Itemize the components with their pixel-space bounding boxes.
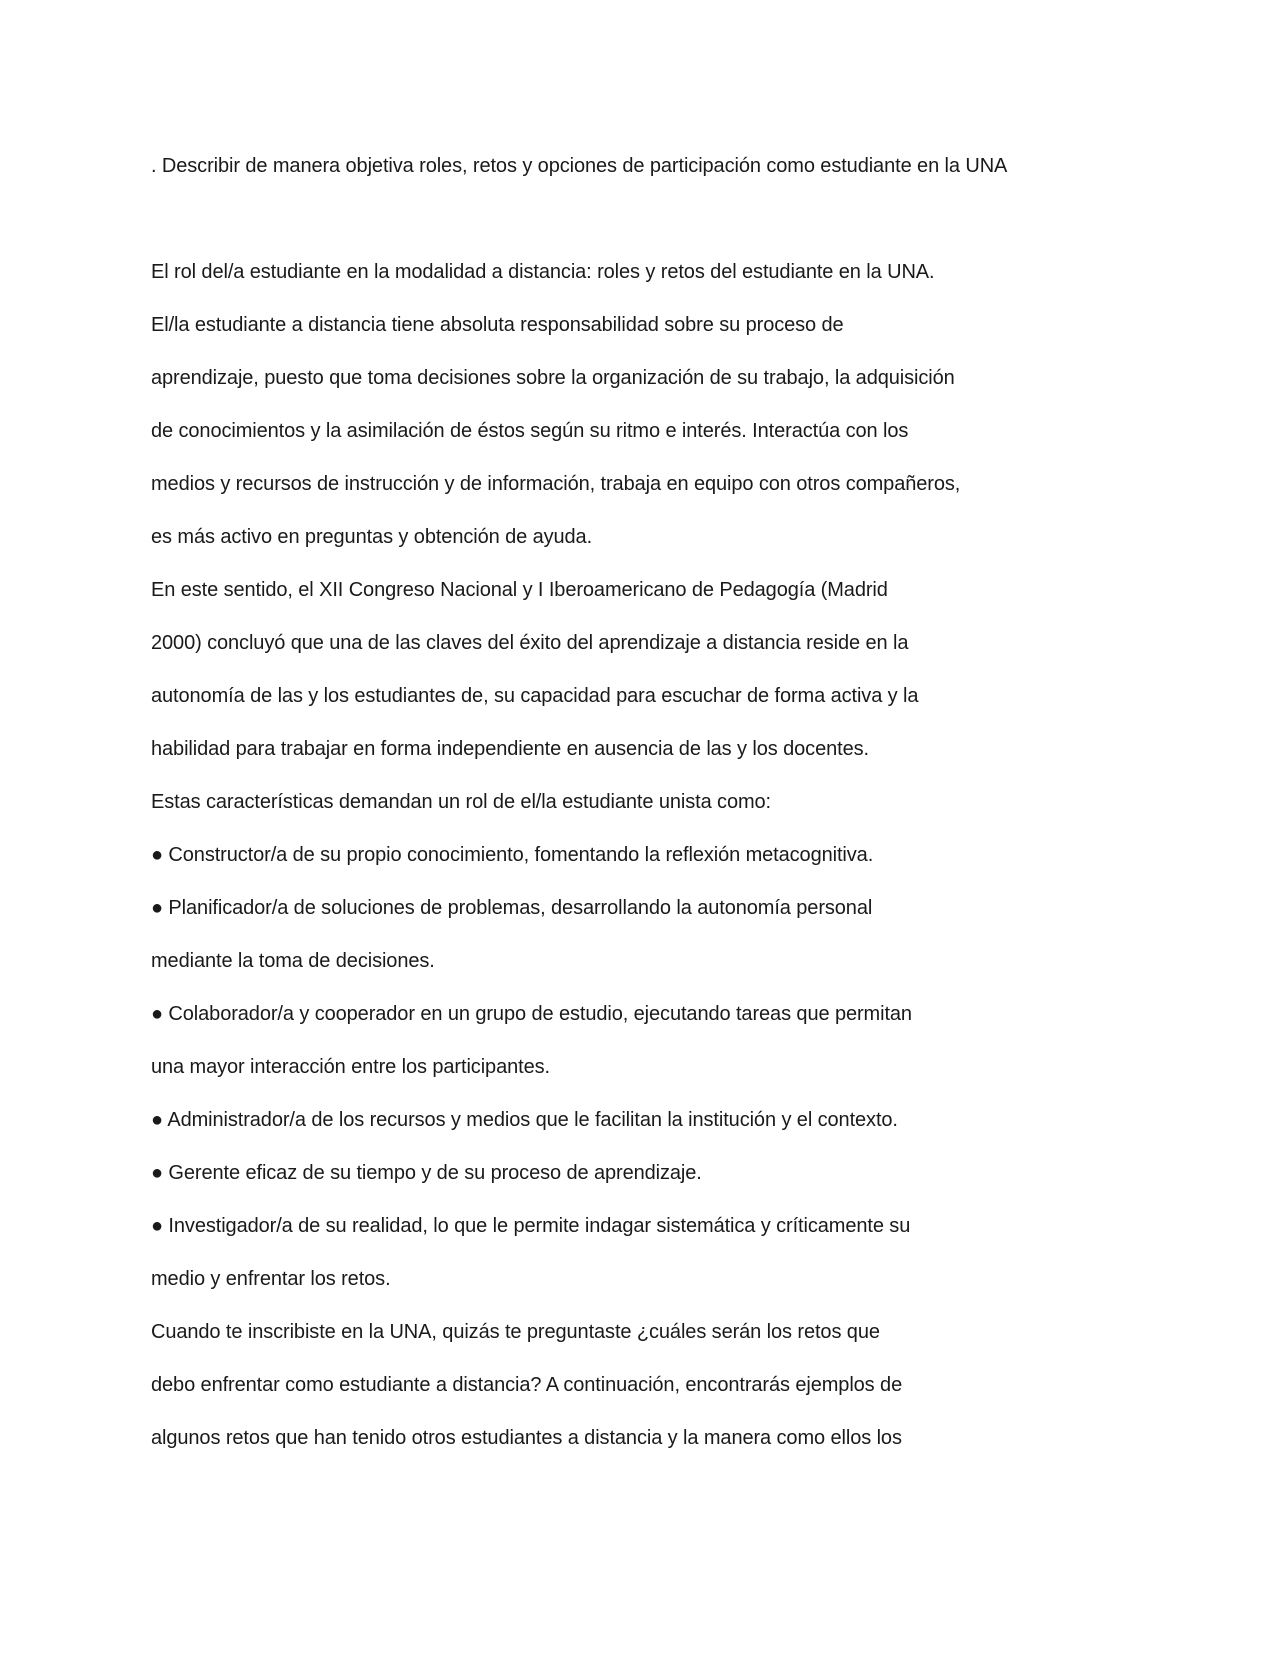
text-line: El/la estudiante a distancia tiene absoluta responsabilidad sobre su proceso de	[151, 314, 844, 336]
bullet-item: ● Gerente eficaz de su tiempo y de su proceso de aprendizaje.	[151, 1162, 702, 1184]
document-heading: . Describir de manera objetiva roles, retos y opciones de participación como estudiante en la UNA	[151, 155, 1008, 177]
bullet-item: ● Investigador/a de su realidad, lo que le permite indagar sistemática y críticamente su	[151, 1215, 911, 1237]
text-line: es más activo en preguntas y obtención de ayuda.	[151, 526, 593, 548]
text-line: Cuando te inscribiste en la UNA, quizás te preguntaste ¿cuáles serán los retos que	[151, 1321, 880, 1343]
bullet-continuation: una mayor interacción entre los participantes.	[151, 1056, 550, 1078]
text-line: medios y recursos de instrucción y de información, trabaja en equipo con otros compañeros,	[151, 473, 961, 495]
text-line: En este sentido, el XII Congreso Nacional y I Iberoamericano de Pedagogía (Madrid	[151, 579, 888, 601]
blank-line	[151, 193, 1151, 246]
bullet-continuation: medio y enfrentar los retos.	[151, 1268, 391, 1290]
bullet-continuation: mediante la toma de decisiones.	[151, 950, 435, 972]
text-line: El rol del/a estudiante en la modalidad a distancia: roles y retos del estudiante en la UNA.	[151, 261, 935, 283]
bullet-item: ● Planificador/a de soluciones de problemas, desarrollando la autonomía personal	[151, 897, 873, 919]
text-line: debo enfrentar como estudiante a distancia? A continuación, encontrarás ejemplos de	[151, 1374, 903, 1396]
text-line: autonomía de las y los estudiantes de, su capacidad para escuchar de forma activa y la	[151, 685, 919, 707]
text-line: habilidad para trabajar en forma independiente en ausencia de las y los docentes.	[151, 738, 869, 760]
text-line: algunos retos que han tenido otros estudiantes a distancia y la manera como ellos los	[151, 1427, 902, 1449]
document-body	[151, 140, 1151, 1465]
bullet-item: ● Constructor/a de su propio conocimiento, fomentando la reflexión metacognitiva.	[151, 844, 874, 866]
bullet-item: ● Administrador/a de los recursos y medios que le facilitan la institución y el contexto.	[151, 1109, 898, 1131]
text-line: 2000) concluyó que una de las claves del éxito del aprendizaje a distancia reside en la	[151, 632, 909, 654]
text-line: Estas características demandan un rol de el/la estudiante unista como:	[151, 791, 772, 813]
text-line: aprendizaje, puesto que toma decisiones sobre la organización de su trabajo, la adquisición	[151, 367, 955, 389]
bullet-item: ● Colaborador/a y cooperador en un grupo de estudio, ejecutando tareas que permitan	[151, 1003, 912, 1025]
text-line: de conocimientos y la asimilación de éstos según su ritmo e interés. Interactúa con los	[151, 420, 909, 442]
